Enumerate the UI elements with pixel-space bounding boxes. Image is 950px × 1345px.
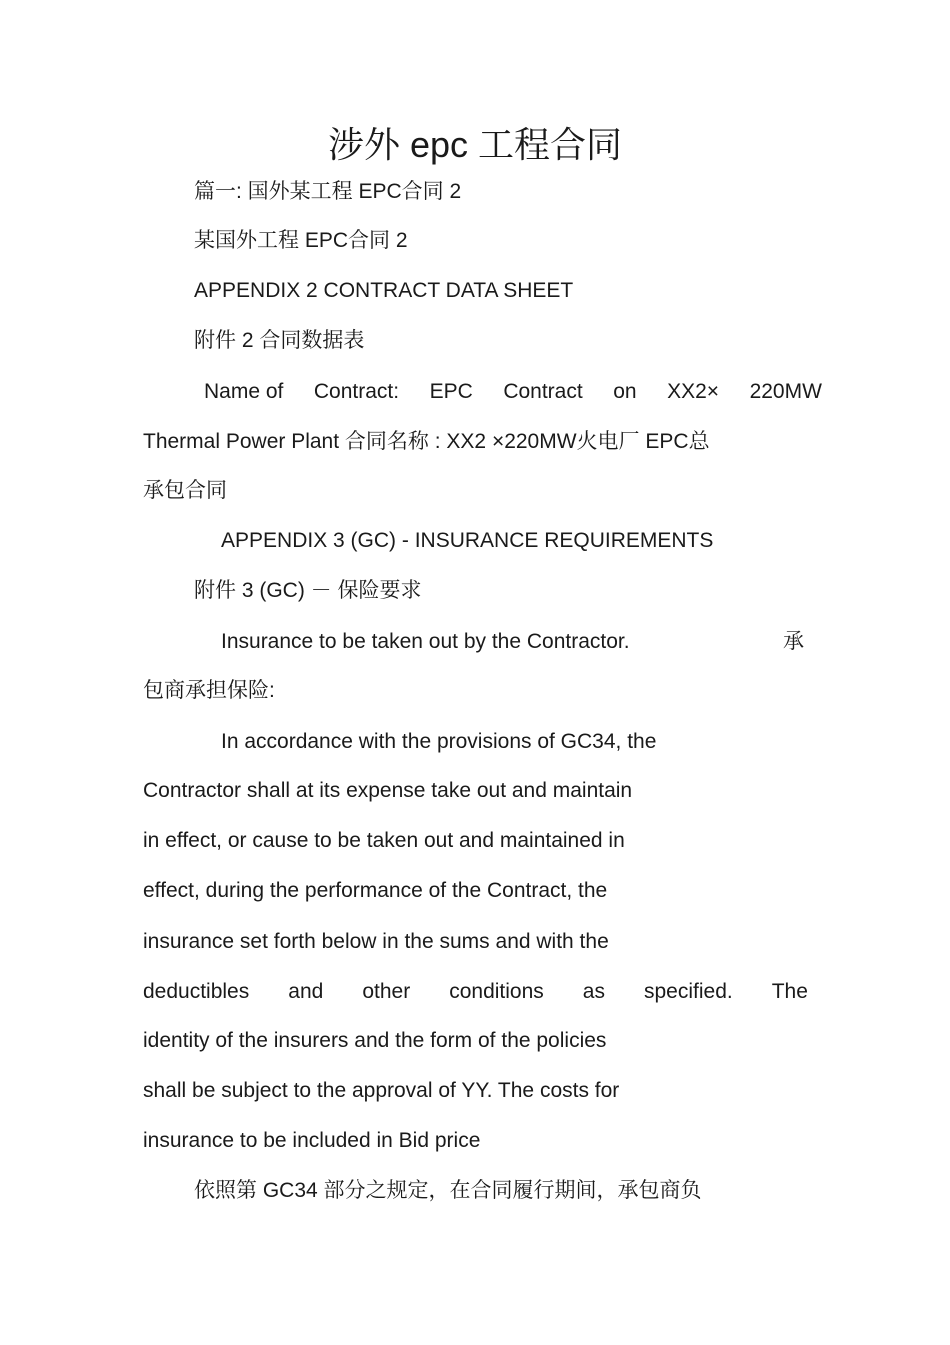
text-line-3: APPENDIX 2 CONTRACT DATA SHEET: [194, 279, 574, 302]
word: 220MW: [749, 380, 822, 403]
word: Contract: [503, 380, 583, 403]
text-line-11: In accordance with the provisions of GC34, the: [221, 730, 657, 753]
word: other: [362, 980, 411, 1003]
word: The: [771, 980, 808, 1003]
text-line-10: 包商承担保险:: [143, 679, 275, 702]
text-line-13: in effect, or cause to be taken out and maintained in: [143, 829, 625, 852]
text-line-1: 篇一: 国外某工程 EPC合同 2: [194, 180, 462, 203]
text-line-18: insurance to be included in Bid price: [143, 1129, 481, 1152]
text-line-9: Insurance to be taken out by the Contractor.: [221, 630, 630, 653]
text-line-4: 附件 2 合同数据表: [194, 329, 365, 352]
word: Contract:: [313, 380, 400, 403]
name-of-contract-line: [204, 377, 822, 407]
word: specified.: [644, 980, 733, 1003]
text-line-19: 依照第 GC34 部分之规定，在合同履行期间，承包商负: [194, 1179, 702, 1202]
text-line-7: APPENDIX 3 (GC) - INSURANCE REQUIREMENTS: [221, 529, 714, 552]
deductibles-line: [143, 977, 808, 1007]
word: conditions: [449, 980, 544, 1003]
word: XX2×: [667, 380, 720, 403]
word: Name of: [204, 380, 284, 403]
text-line-5: Thermal Power Plant 合同名称 : XX2 ×220MW火电厂 EPC总: [143, 430, 710, 453]
text-line-16: identity of the insurers and the form of the policies: [143, 1029, 607, 1052]
text-line-14: effect, during the performance of the Contract, the: [143, 879, 608, 902]
text-line-9-tail: 承: [783, 630, 804, 653]
word: on: [613, 380, 637, 403]
text-line-6: 承包合同: [143, 479, 227, 502]
word: deductibles: [143, 980, 250, 1003]
text-line-17: shall be subject to the approval of YY. The costs for: [143, 1079, 620, 1102]
word: EPC: [429, 380, 473, 403]
word: and: [288, 980, 324, 1003]
word: as: [582, 980, 605, 1003]
text-line-2: 某国外工程 EPC合同 2: [194, 229, 408, 252]
document-title: 涉外 epc 工程合同: [327, 124, 623, 165]
text-line-15: insurance set forth below in the sums and with the: [143, 930, 609, 953]
text-line-12: Contractor shall at its expense take out and maintain: [143, 779, 633, 802]
text-line-8: 附件 3 (GC) － 保险要求: [194, 579, 422, 602]
